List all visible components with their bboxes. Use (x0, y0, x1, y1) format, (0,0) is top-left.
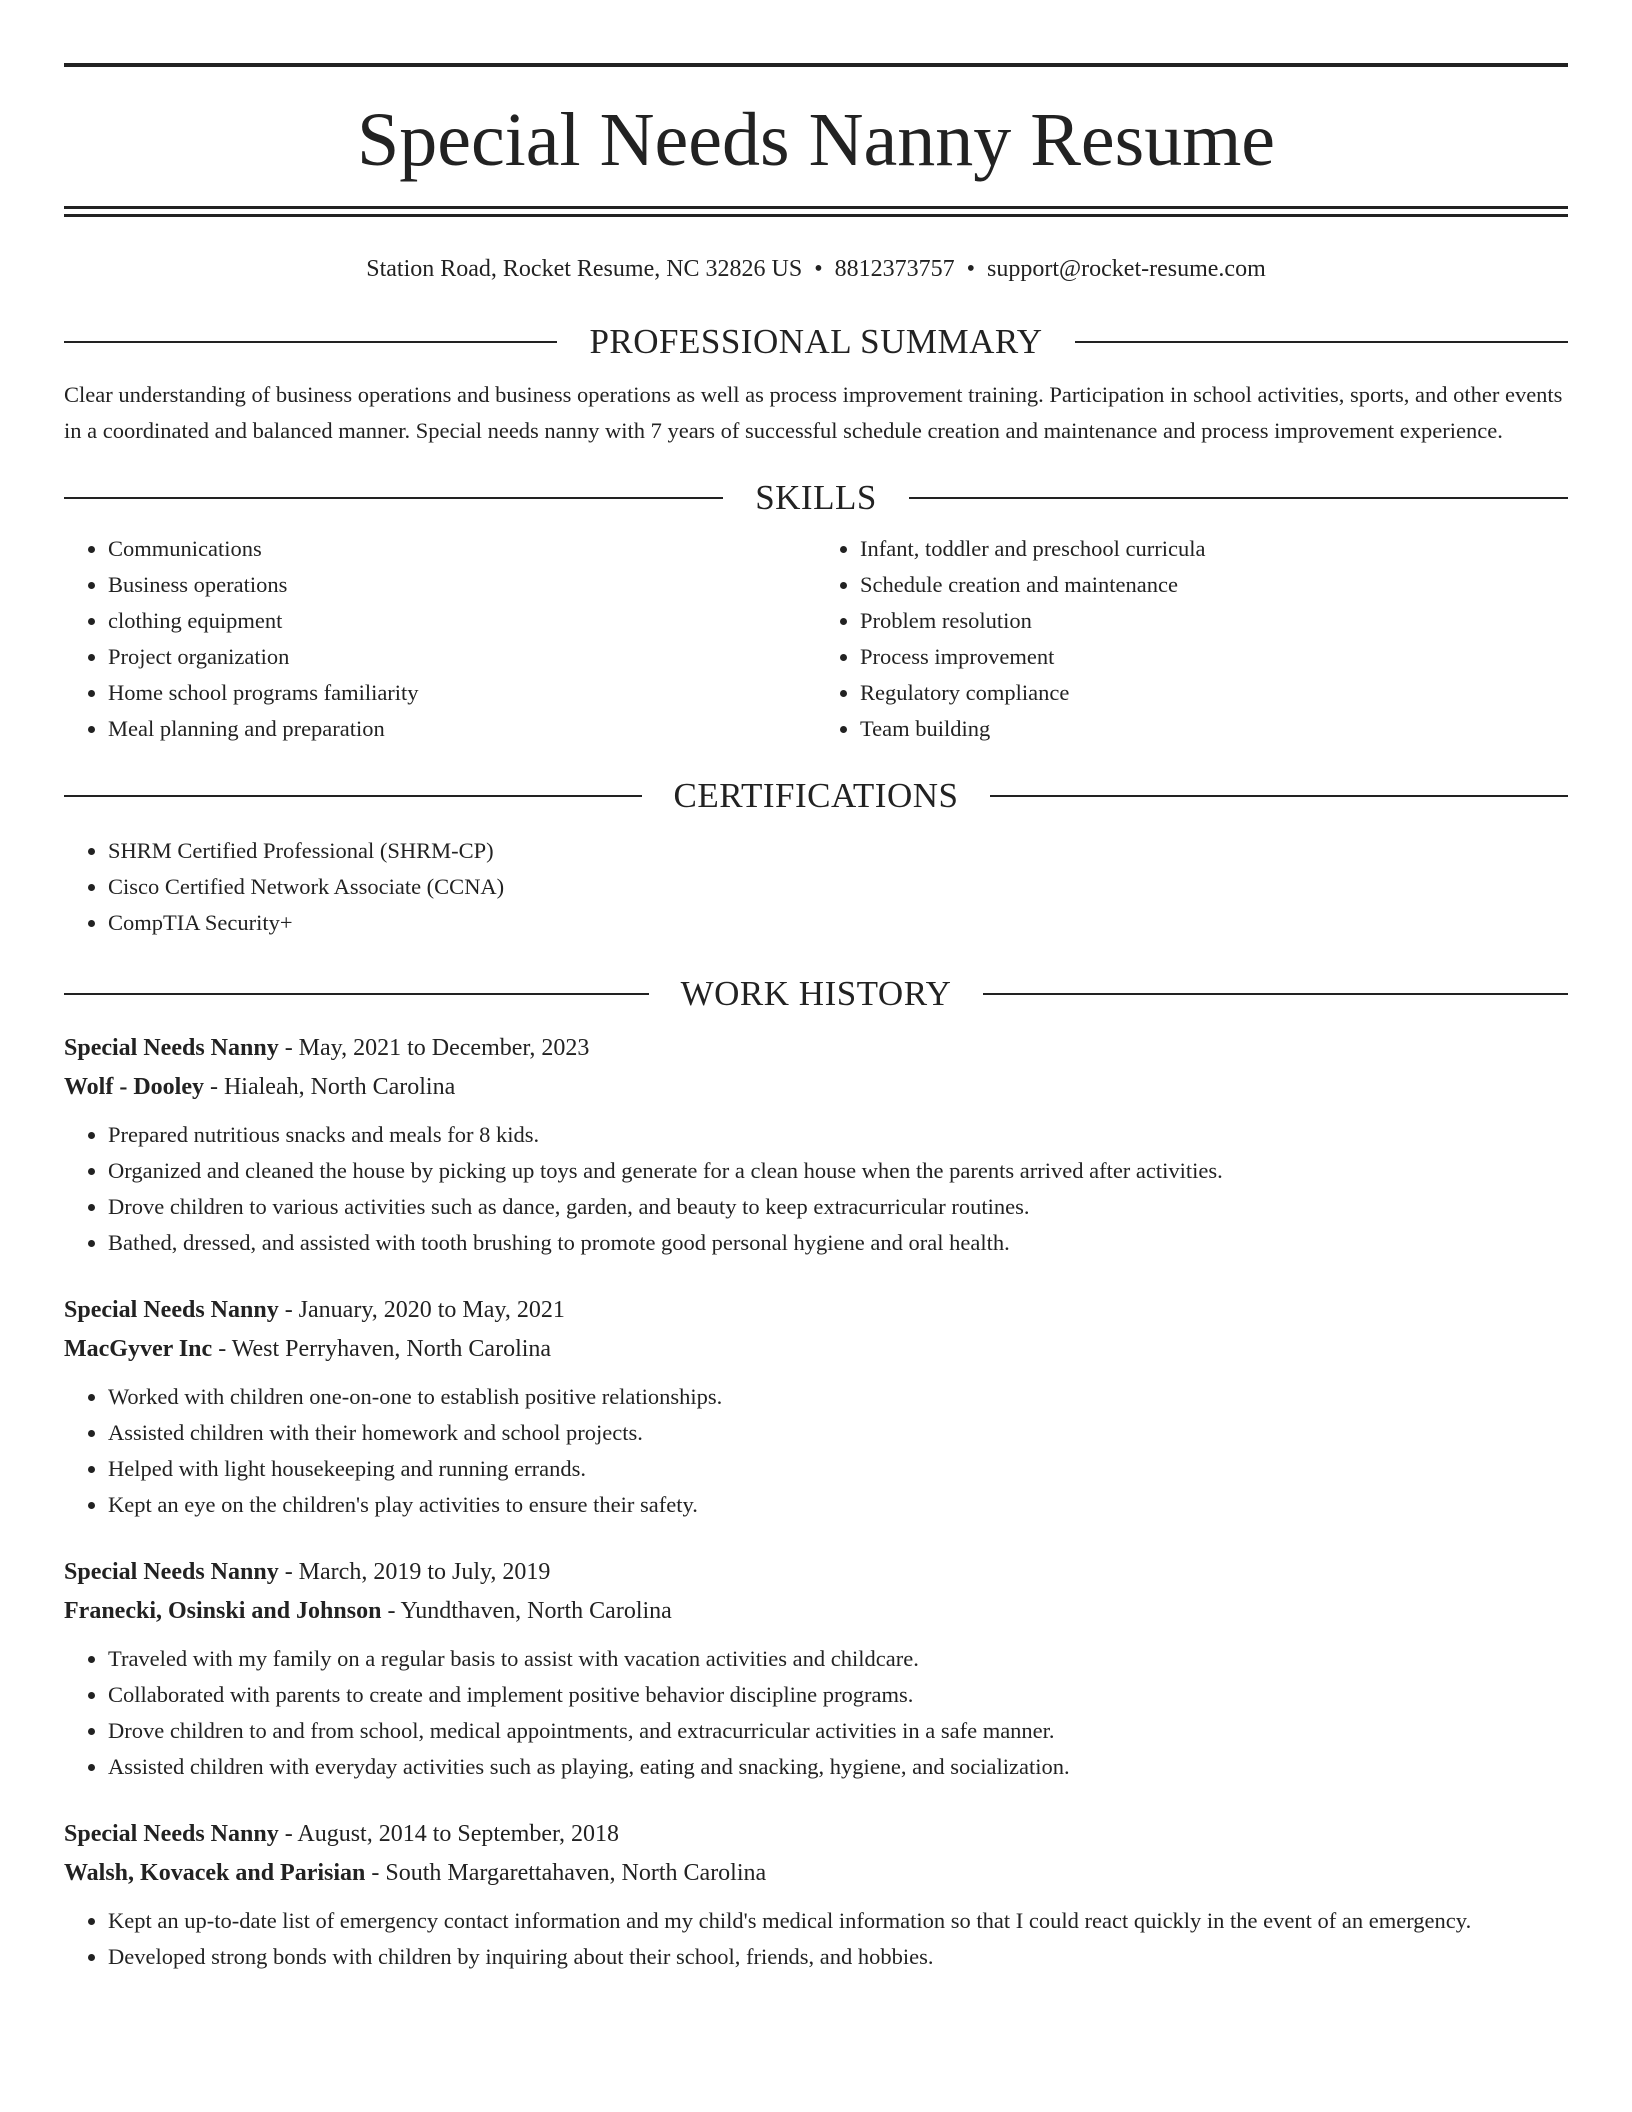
contact-phone: 8812373757 (834, 256, 955, 282)
skills-list-left (64, 531, 816, 747)
skill-item: • Business operations (108, 567, 816, 603)
skill-item: • Project organization (108, 639, 816, 675)
job-entry (64, 1291, 1568, 1523)
certification-item: • CompTIA Security+ (108, 905, 1568, 941)
contact-separator: • (814, 256, 823, 282)
job-company: MacGyver Inc (64, 1336, 213, 1362)
skill-item: • Regulatory compliance (860, 675, 1568, 711)
contact-email: support@rocket-resume.com (987, 256, 1266, 282)
skill-item: • Meal planning and preparation (108, 711, 816, 747)
heading-rule (990, 795, 1568, 797)
certifications-list (64, 833, 1568, 941)
job-company-line (64, 1592, 1568, 1631)
skill-item: • Process improvement (860, 639, 1568, 675)
work-heading: WORK HISTORY (680, 974, 952, 1013)
skills-columns (64, 531, 1568, 747)
heading-rule (909, 497, 1568, 499)
job-location: - Yundthaven, North Carolina (381, 1598, 672, 1624)
contact-line (64, 253, 1568, 285)
job-title-line (64, 1815, 1568, 1854)
skill-item: • Home school programs familiarity (108, 675, 816, 711)
job-bullets (64, 1641, 1568, 1785)
job-bullet: • Developed strong bonds with children by inquiring about their school, friends, and hobbies. (108, 1939, 1568, 1975)
job-company-line (64, 1068, 1568, 1107)
job-title-line (64, 1553, 1568, 1592)
skill-item: • clothing equipment (108, 603, 816, 639)
contact-separator: • (966, 256, 976, 282)
job-bullet: • Assisted children with everyday activities such as playing, eating and snacking, hygiene, and socialization. (108, 1749, 1568, 1785)
job-title: Special Needs Nanny (64, 1559, 279, 1585)
job-company-line (64, 1854, 1568, 1893)
job-title-line (64, 1029, 1568, 1068)
job-company: Wolf - Dooley (64, 1074, 204, 1100)
job-company: Franecki, Osinski and Johnson (64, 1598, 382, 1624)
job-entry (64, 1553, 1568, 1785)
job-bullet: • Bathed, dressed, and assisted with tooth brushing to promote good personal hygiene and oral health. (108, 1225, 1568, 1261)
skill-item: • Infant, toddler and preschool curricula (860, 531, 1568, 567)
job-bullet: • Traveled with my family on a regular basis to assist with vacation activities and childcare. (108, 1641, 1568, 1677)
job-location: - Hialeah, North Carolina (203, 1074, 456, 1100)
summary-heading-row (64, 319, 1568, 365)
job-bullet: • Kept an eye on the children's play activities to ensure their safety. (108, 1487, 1568, 1523)
summary-text: Clear understanding of business operations and business operations as well as process improvement training. Participation in school activities, sports, and other events in a coordinated and balanced manner. Special needs nanny with 7 years of successful schedule creation and maintenance and process improvement experience. (64, 382, 1563, 443)
job-bullet: • Organized and cleaned the house by picking up toys and generate for a clean house when the parents arrived after activities. (108, 1153, 1568, 1189)
resume-title: Special Needs Nanny Resume (356, 98, 1276, 182)
job-title: Special Needs Nanny (64, 1297, 279, 1323)
certifications-heading: CERTIFICATIONS (673, 776, 959, 815)
top-rule (64, 63, 1568, 67)
job-bullet: • Collaborated with parents to create and implement positive behavior discipline programs. (108, 1677, 1568, 1713)
summary-heading: PROFESSIONAL SUMMARY (589, 322, 1043, 361)
job-bullet: • Helped with light housekeeping and running errands. (108, 1451, 1568, 1487)
job-company-line (64, 1330, 1568, 1369)
job-bullets (64, 1903, 1568, 1975)
job-dates: - May, 2021 to December, 2023 (278, 1035, 590, 1061)
certification-item: • Cisco Certified Network Associate (CCNA) (108, 869, 1568, 905)
job-entry (64, 1029, 1568, 1261)
job-company: Walsh, Kovacek and Parisian (64, 1860, 366, 1886)
job-dates: - January, 2020 to May, 2021 (278, 1297, 565, 1323)
job-title-line (64, 1291, 1568, 1330)
heading-rule (64, 497, 723, 499)
title-double-rule (64, 206, 1568, 217)
job-dates: - August, 2014 to September, 2018 (278, 1821, 620, 1847)
skill-item: • Communications (108, 531, 816, 567)
job-bullet: • Kept an up-to-date list of emergency contact information and my child's medical information so that I could react quickly in the event of an emergency. (108, 1903, 1568, 1939)
job-bullet: • Drove children to and from school, medical appointments, and extracurricular activities in a safe manner. (108, 1713, 1568, 1749)
job-title: Special Needs Nanny (64, 1035, 279, 1061)
heading-rule (64, 795, 642, 797)
work-heading-row (64, 971, 1568, 1017)
job-entry (64, 1815, 1568, 1975)
heading-rule (64, 341, 557, 343)
job-bullet: • Assisted children with their homework and school projects. (108, 1415, 1568, 1451)
certification-item: • SHRM Certified Professional (SHRM-CP) (108, 833, 1568, 869)
contact-address: Station Road, Rocket Resume, NC 32826 US (366, 256, 803, 282)
certifications-heading-row (64, 773, 1568, 819)
job-location: - West Perryhaven, North Carolina (212, 1336, 552, 1362)
job-location: - South Margarettahaven, North Carolina (365, 1860, 767, 1886)
resume-page (64, 63, 1568, 1975)
job-bullet: • Prepared nutritious snacks and meals for 8 kids. (108, 1117, 1568, 1153)
heading-rule (1075, 341, 1568, 343)
job-bullets (64, 1379, 1568, 1523)
job-bullets (64, 1117, 1568, 1261)
heading-rule (64, 993, 649, 995)
skill-item: • Team building (860, 711, 1568, 747)
job-title: Special Needs Nanny (64, 1821, 279, 1847)
skill-item: • Schedule creation and maintenance (860, 567, 1568, 603)
skills-list-right (816, 531, 1568, 747)
heading-rule (983, 993, 1568, 995)
skills-heading-row (64, 475, 1568, 521)
skill-item: • Problem resolution (860, 603, 1568, 639)
job-bullet: • Worked with children one-on-one to establish positive relationships. (108, 1379, 1568, 1415)
job-dates: - March, 2019 to July, 2019 (278, 1559, 551, 1585)
job-bullet: • Drove children to various activities such as dance, garden, and beauty to keep extracurricular routines. (108, 1189, 1568, 1225)
skills-heading: SKILLS (755, 478, 877, 517)
